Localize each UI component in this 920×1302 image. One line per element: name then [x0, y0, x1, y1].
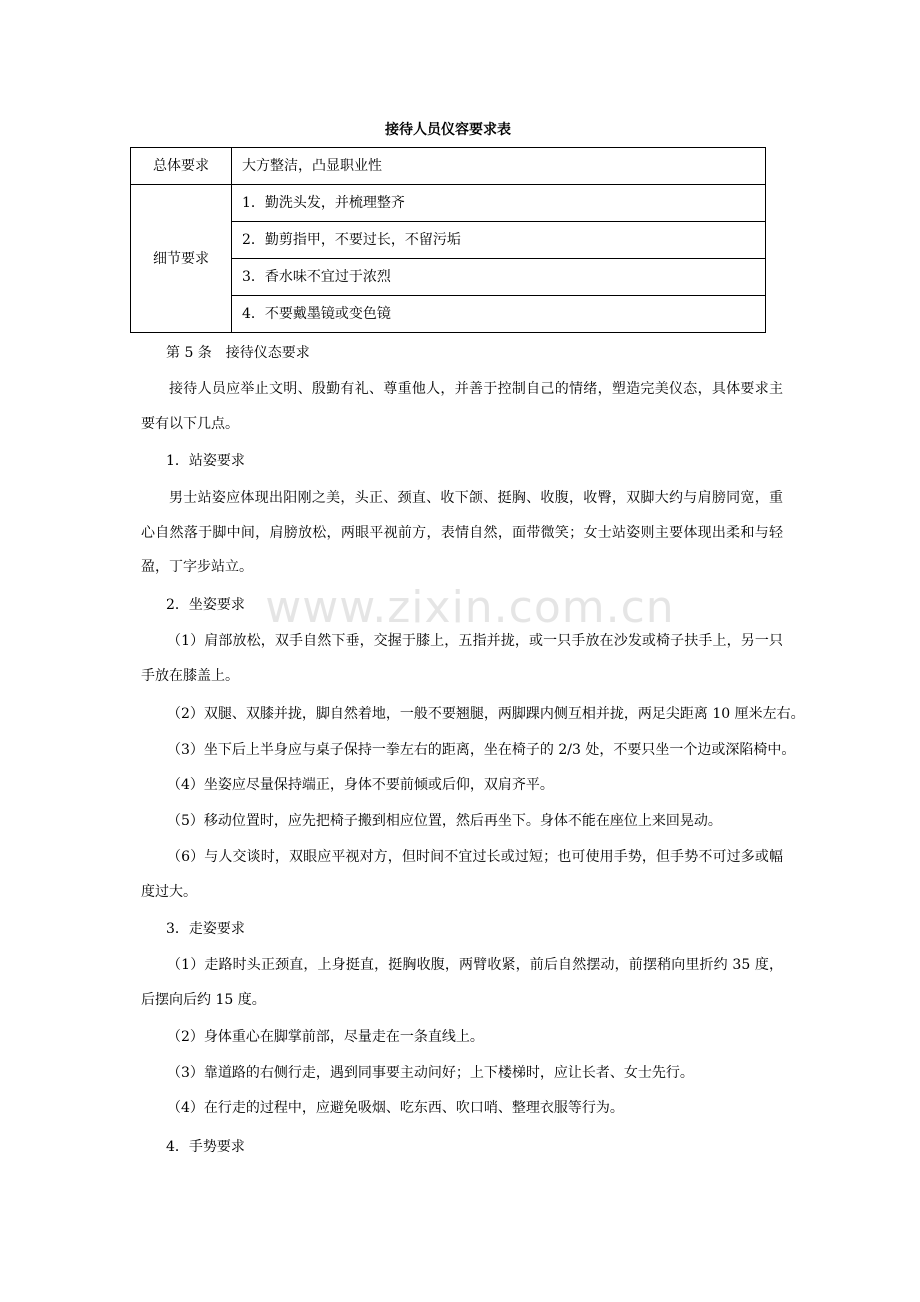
- section-heading-sitting: 2．坐姿要求: [166, 597, 245, 613]
- table-title: 接待人员仪容要求表: [385, 122, 511, 138]
- section-heading-gesture: 4．手势要求: [166, 1139, 245, 1155]
- walking-item-1: （1）走路时头正颈直，上身挺直，挺胸收腹，两臂收紧，前后自然摆动，前摆稍向里折约 35 度，后摆向后约 15 度。: [141, 957, 783, 1008]
- detail-item-cell: 4．不要戴墨镜或变色镜: [232, 296, 766, 333]
- standing-paragraph: 男士站姿应体现出阳刚之美，头正、颈直、收下颌、挺胸、收腹，收臀，双脚大约与肩膀同宽，重心自然落于脚中间，肩膀放松，两眼平视前方，表情自然，面带微笑；女士站姿则主要体现出柔和与轻盈，丁字步站立。: [141, 490, 783, 575]
- section-heading-standing: 1．站姿要求: [166, 453, 245, 469]
- sitting-item-4: （4）坐姿应尽量保持端正，身体不要前倾或后仰，双肩齐平。: [167, 777, 554, 793]
- sitting-item-2: （2）双腿、双膝并拢，脚自然着地，一般不要翘腿，两脚踝内侧互相并拢，两足尖距离 10 厘米左右。: [167, 706, 805, 722]
- overall-value-cell: 大方整洁，凸显职业性: [232, 148, 766, 185]
- detail-label-cell: 细节要求: [131, 185, 232, 333]
- sitting-item-5: （5）移动位置时，应先把椅子搬到相应位置，然后再坐下。身体不能在座位上来回晃动。: [167, 813, 722, 829]
- sitting-item-6: （6）与人交谈时，双眼应平视对方，但时间不宜过长或过短；也可使用手势，但手势不可过多或幅度过大。: [141, 849, 783, 900]
- intro-paragraph: 接待人员应举止文明、殷勤有礼、尊重他人，并善于控制自己的情绪，塑造完美仪态，具体要求主要有以下几点。: [141, 381, 783, 432]
- watermark-text: www.zixin.com.cn: [265, 582, 675, 633]
- section-heading-walking: 3．走姿要求: [166, 921, 245, 937]
- detail-item-cell: 3．香水味不宜过于浓烈: [232, 259, 766, 296]
- article-heading: 第 5 条 接待仪态要求: [166, 345, 310, 361]
- walking-item-2: （2）身体重心在脚掌前部，尽量走在一条直线上。: [167, 1029, 484, 1045]
- table-row: [131, 148, 766, 185]
- sitting-item-3: （3）坐下后上半身应与桌子保持一拳左右的距离，坐在椅子的 2/3 处，不要只坐一个边或深陷椅中。: [167, 742, 796, 758]
- sitting-item-1: （1）肩部放松，双手自然下垂，交握于膝上，五指并拢，或一只手放在沙发或椅子扶手上，另一只手放在膝盖上。: [141, 633, 783, 684]
- detail-item-cell: 1．勤洗头发，并梳理整齐: [232, 185, 766, 222]
- table-row: [131, 185, 766, 222]
- walking-item-4: （4）在行走的过程中，应避免吸烟、吃东西、吹口哨、整理衣服等行为。: [167, 1100, 624, 1116]
- overall-label-cell: 总体要求: [131, 148, 232, 185]
- walking-item-3: （3）靠道路的右侧行走，遇到同事要主动问好；上下楼梯时，应让长者、女士先行。: [167, 1065, 694, 1081]
- reception-appearance-table: [130, 147, 766, 333]
- detail-item-cell: 2．勤剪指甲，不要过长，不留污垢: [232, 222, 766, 259]
